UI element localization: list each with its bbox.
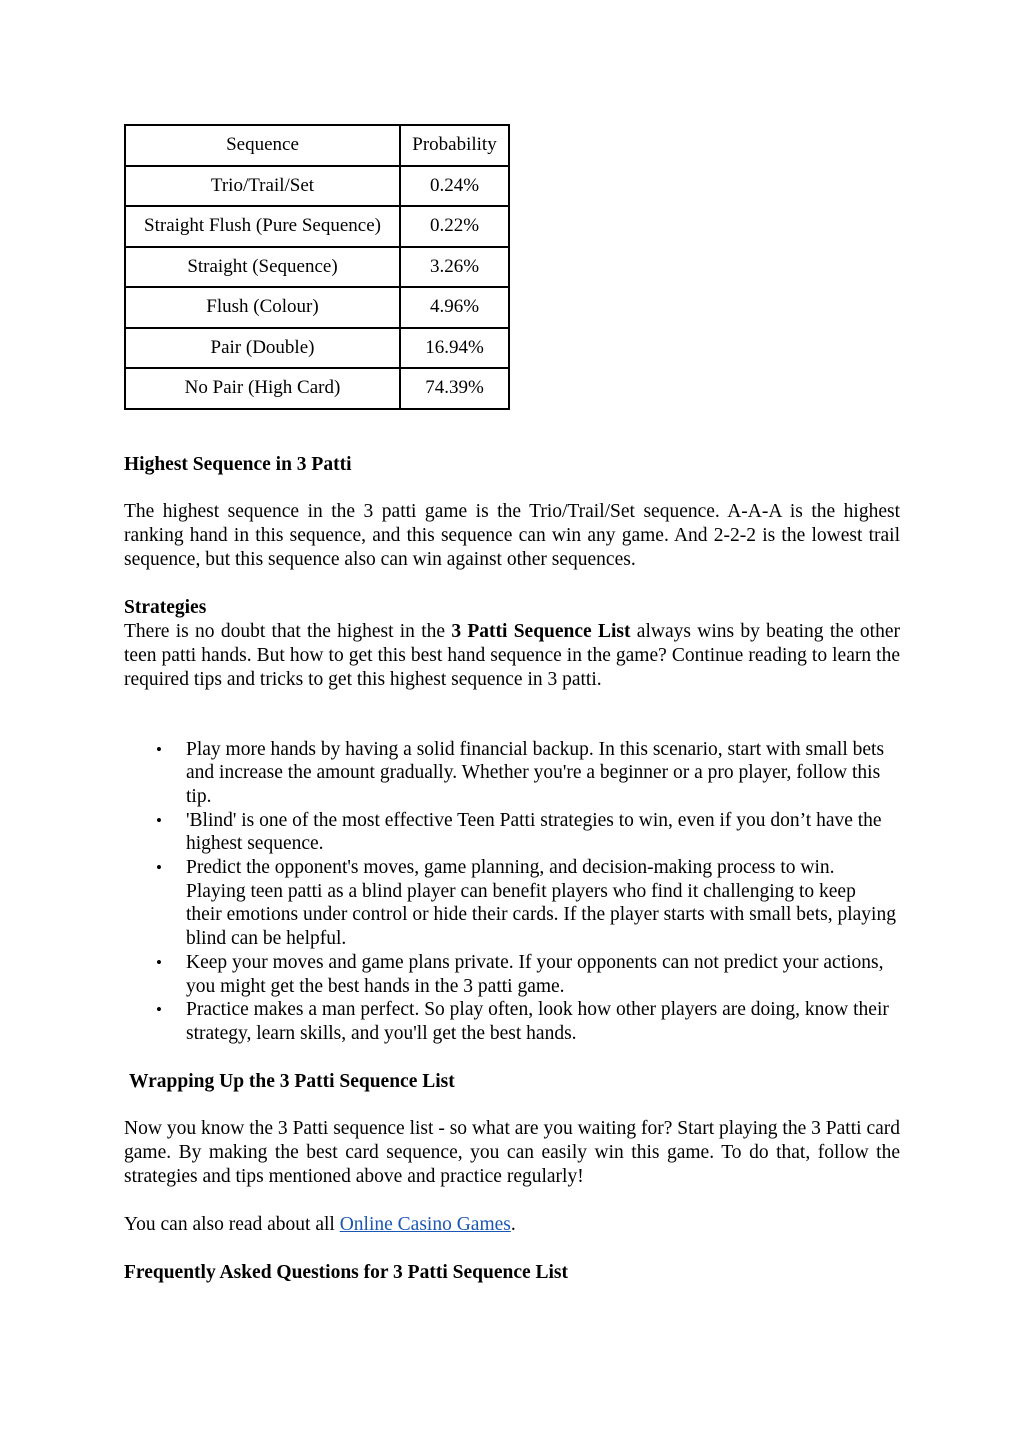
strategies-text-after: always wins by beating the other teen patti hands. But how to get this best hand sequence in the game? Continue reading to learn the required tips and tricks to get this highest sequence in 3 patti. bbox=[124, 620, 900, 690]
list-item bbox=[156, 738, 900, 809]
also-read-period: . bbox=[510, 1213, 516, 1235]
faq-heading: Frequently Asked Questions for 3 Patti Sequence List bbox=[124, 1261, 569, 1283]
strategies-paragraph bbox=[124, 620, 900, 692]
table-row bbox=[125, 206, 509, 247]
list-item bbox=[156, 809, 900, 856]
also-read-text: You can also read about all bbox=[124, 1213, 340, 1235]
list-item bbox=[156, 951, 900, 998]
table-header-cell: Probability bbox=[400, 125, 509, 166]
bullet-icon: • bbox=[156, 952, 162, 972]
highest-sequence-heading: Highest Sequence in 3 Patti bbox=[124, 453, 352, 475]
table-cell: Trio/Trail/Set bbox=[125, 166, 400, 207]
strategies-heading: Strategies bbox=[124, 596, 207, 618]
tip-text: Predict the opponent's moves, game planning, and decision-making process to win. Playing teen patti as a blind player can benefit players who find it challenging to keep their emotions under control or hide their cards. If the player starts with small bets, playing blind can be helpful. bbox=[186, 857, 896, 950]
wrapping-up-heading: Wrapping Up the 3 Patti Sequence List bbox=[129, 1070, 455, 1092]
tip-text: Play more hands by having a solid financial backup. In this scenario, start with small bets and increase the amount gradually. Whether you're a beginner or a pro player, follow this tip. bbox=[186, 738, 885, 807]
also-read-paragraph bbox=[124, 1213, 900, 1237]
bullet-icon: • bbox=[156, 810, 162, 830]
bullet-icon: • bbox=[156, 858, 162, 878]
tip-text: Keep your moves and game plans private. If your opponents can not predict your actions, you might get the best hands in the 3 patti game. bbox=[186, 951, 884, 997]
tip-text: 'Blind' is one of the most effective Teen Patti strategies to win, even if you don’t have the highest sequence. bbox=[186, 809, 882, 855]
table-cell: 74.39% bbox=[400, 368, 509, 409]
table-cell: Flush (Colour) bbox=[125, 287, 400, 328]
table-row bbox=[125, 368, 509, 409]
list-item bbox=[156, 998, 900, 1045]
tip-text: Practice makes a man perfect. So play often, look how other players are doing, know their strategy, learn skills, and you'll get the best hands. bbox=[186, 999, 889, 1044]
table-row bbox=[125, 287, 509, 328]
table-header-cell: Sequence bbox=[125, 125, 400, 166]
strategies-text-before: There is no doubt that the highest in the bbox=[124, 620, 452, 642]
document-page bbox=[124, 124, 900, 1285]
table-header-row bbox=[125, 125, 509, 166]
table-cell: 3.26% bbox=[400, 247, 509, 288]
table-cell: 0.22% bbox=[400, 206, 509, 247]
table-cell: Straight Flush (Pure Sequence) bbox=[125, 206, 400, 247]
online-casino-games-link[interactable]: Online Casino Games bbox=[339, 1213, 511, 1235]
list-item bbox=[156, 856, 900, 951]
table-cell: No Pair (High Card) bbox=[125, 368, 400, 409]
table-cell: 16.94% bbox=[400, 328, 509, 369]
bullet-icon: • bbox=[156, 739, 162, 759]
wrapping-up-paragraph: Now you know the 3 Patti sequence list - so what are you waiting for? Start playing the 3 Patti card game. By making the best card sequence, you can easily win this game. To do that, follow the strategies and tips mentioned above and practice regularly! bbox=[124, 1117, 900, 1187]
probability-table bbox=[124, 124, 510, 410]
table-cell: Straight (Sequence) bbox=[125, 247, 400, 288]
table-row bbox=[125, 247, 509, 288]
tips-list bbox=[124, 738, 900, 1046]
table-row bbox=[125, 166, 509, 207]
table-row bbox=[125, 328, 509, 369]
bullet-icon: • bbox=[156, 1000, 162, 1020]
table-cell: 4.96% bbox=[400, 287, 509, 328]
strategies-bold-text: 3 Patti Sequence List bbox=[451, 620, 631, 642]
table-cell: Pair (Double) bbox=[125, 328, 400, 369]
highest-sequence-paragraph: The highest sequence in the 3 patti game is the Trio/Trail/Set sequence. A-A-A is the highest ranking hand in this sequence, and this sequence can win any game. And 2-2-2 is the lowest trail sequence, but this sequence also can win against other sequences. bbox=[124, 500, 900, 570]
table-cell: 0.24% bbox=[400, 166, 509, 207]
